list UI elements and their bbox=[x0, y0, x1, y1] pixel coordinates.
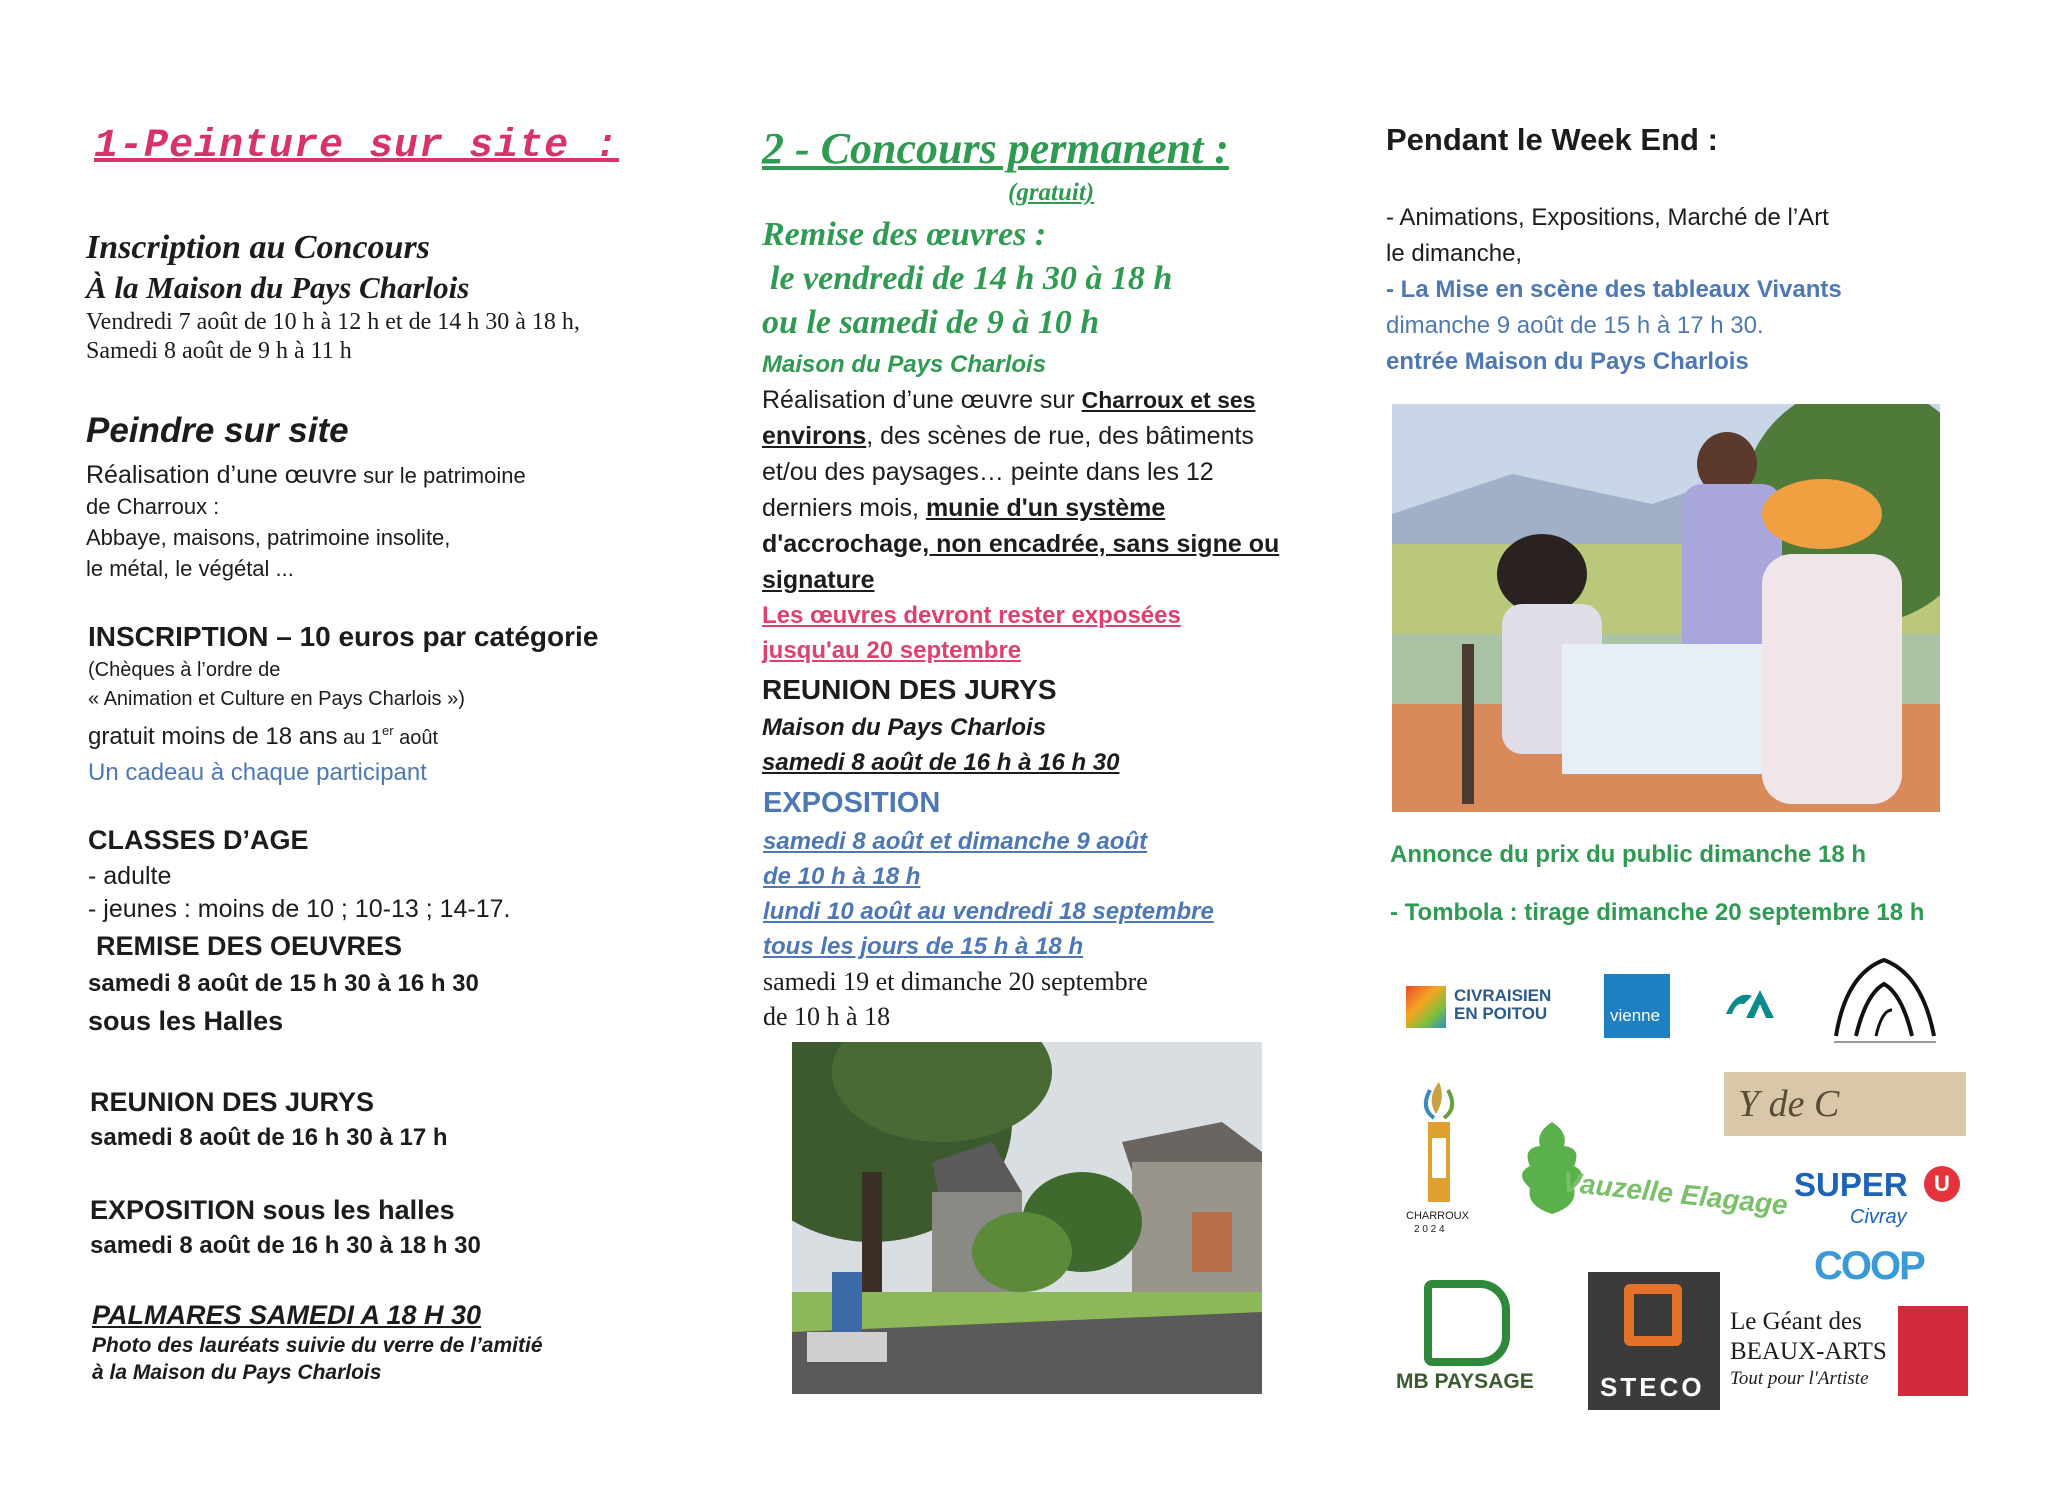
civraisien-mark-icon bbox=[1406, 986, 1446, 1028]
expo-line: lundi 10 août au vendredi 18 septembre bbox=[763, 898, 1214, 925]
steco-mark-icon bbox=[1624, 1284, 1682, 1346]
realisation-text: munie d'un système bbox=[925, 494, 1166, 522]
association-logo bbox=[1826, 954, 1944, 1050]
inscription-place: À la Maison du Pays Charlois bbox=[86, 270, 470, 305]
column-peinture-sur-site bbox=[94, 124, 619, 169]
credit-agricole-icon bbox=[1722, 984, 1778, 1024]
classes-title: CLASSES D’AGE bbox=[88, 825, 309, 855]
super-u-icon bbox=[1924, 1166, 1960, 1202]
mb-monogram-icon bbox=[1424, 1280, 1510, 1366]
ydec-text: Y de C bbox=[1738, 1083, 1840, 1125]
geant-mark-icon bbox=[1898, 1306, 1968, 1396]
animations-block bbox=[1386, 200, 1842, 380]
jurys-title: REUNION DES JURYS bbox=[762, 674, 1057, 705]
jurys-permanent-block bbox=[762, 670, 1120, 780]
remise-line: ou le samedi de 9 à 10 h bbox=[762, 304, 1100, 341]
mise-en-scene-line: dimanche 9 août de 15 h à 17 h 30. bbox=[1386, 312, 1764, 339]
section-title-peinture: 1-Peinture sur site : bbox=[94, 124, 620, 169]
realisation-text: derniers mois, bbox=[762, 494, 926, 522]
realisation-line bbox=[762, 418, 1279, 454]
steco-logo bbox=[1588, 1272, 1720, 1410]
vauzelle-text: Vauzelle Elagage bbox=[1561, 1166, 1790, 1221]
inscription-line: Vendredi 7 août de 10 h à 12 h et de 14 h 30 à 18 h, bbox=[86, 309, 580, 335]
section-title-concours: 2 - Concours permanent : bbox=[762, 124, 1229, 173]
vienne-text: vienne bbox=[1610, 1006, 1661, 1025]
realisation-text: Réalisation d’une œuvre sur bbox=[762, 386, 1082, 414]
jurys-date: samedi 8 août de 16 h à 16 h 30 bbox=[762, 749, 1120, 776]
expo-line: de 10 h à 18 bbox=[763, 1002, 891, 1031]
civraisien-logo bbox=[1406, 986, 1562, 1030]
palmares-block bbox=[92, 1298, 543, 1386]
super-u-letter: U bbox=[1934, 1171, 1950, 1196]
realisation-line bbox=[762, 526, 1279, 562]
gratuit-text: août bbox=[393, 727, 439, 749]
remise-line: samedi 8 août de 15 h 30 à 16 h 30 bbox=[88, 970, 479, 997]
expo-title: EXPOSITION sous les halles bbox=[90, 1195, 455, 1225]
charroux-2024-logo bbox=[1406, 1078, 1472, 1238]
classes-block bbox=[88, 820, 510, 1040]
coop-text: COOP bbox=[1814, 1244, 1924, 1288]
civray-text: Civray bbox=[1850, 1206, 1907, 1228]
column-week-end bbox=[1386, 118, 1718, 162]
remise-title: REMISE DES OEUVRES bbox=[96, 931, 403, 961]
tombola-line: - Tombola : tirage dimanche 20 septembre 18 h bbox=[1390, 899, 1925, 926]
geant-beaux-arts-logo bbox=[1728, 1306, 1968, 1400]
village-photo bbox=[792, 1042, 1262, 1394]
super-u-logo bbox=[1794, 1166, 1964, 1236]
cadeau-line: Un cadeau à chaque participant bbox=[88, 759, 427, 786]
rester-line: Les œuvres devront rester exposées bbox=[762, 602, 1181, 629]
remise-line: Remise des œuvres : bbox=[762, 216, 1047, 253]
civraisien-text: CIVRAISIEN bbox=[1454, 986, 1552, 1005]
classes-line: - jeunes : moins de 10 ; 10-13 ; 14-17. bbox=[88, 895, 511, 923]
geant-text: BEAUX-ARTS bbox=[1730, 1338, 1887, 1365]
mb-paysage-text: MB PAYSAGE bbox=[1396, 1370, 1534, 1393]
torch-icon bbox=[1406, 1078, 1472, 1208]
remise-oeuvres-block bbox=[762, 213, 1172, 345]
jurys-line: samedi 8 août de 16 h 30 à 17 h bbox=[90, 1124, 448, 1151]
realisation-line: signature bbox=[762, 566, 875, 594]
jurys-place: Maison du Pays Charlois bbox=[762, 714, 1047, 741]
gratuit-line bbox=[88, 714, 598, 755]
realisation-line: et/ou des paysages… peinte dans les 12 bbox=[762, 458, 1214, 486]
vienne-logo bbox=[1604, 974, 1670, 1038]
realisation-text: Charroux et ses bbox=[1081, 387, 1256, 413]
palmares-line: Photo des lauréats suivie du verre de l’amitié bbox=[92, 1334, 543, 1357]
animations-line: - Animations, Expositions, Marché de l’Art bbox=[1386, 204, 1829, 231]
charroux-text: CHARROUX bbox=[1406, 1210, 1469, 1222]
expo-line: samedi 19 et dimanche 20 septembre bbox=[763, 967, 1148, 996]
gratuit-sup: er bbox=[381, 723, 394, 738]
remise-line: le vendredi de 14 h 30 à 18 h bbox=[770, 260, 1173, 297]
expo-line: tous les jours de 15 h à 18 h bbox=[763, 933, 1084, 960]
civraisien-text: EN POITOU bbox=[1454, 1004, 1548, 1023]
inscription-fee-title: INSCRIPTION – 10 euros par catégorie bbox=[88, 621, 599, 652]
painting-illustration bbox=[1392, 404, 1940, 812]
realisation-block bbox=[762, 348, 1279, 668]
jurys-title: REUNION DES JURYS bbox=[90, 1087, 375, 1117]
inscription-title: Inscription au Concours bbox=[86, 229, 430, 266]
realisation-text: environs bbox=[762, 422, 867, 450]
peindre-line: de Charroux : bbox=[86, 494, 220, 519]
cheques-line: « Animation et Culture en Pays Charlois ») bbox=[88, 688, 465, 710]
jurys-block bbox=[90, 1082, 448, 1154]
annonce-line: Annonce du prix du public dimanche 18 h bbox=[1390, 841, 1867, 868]
gratuit-note: (gratuit) bbox=[1008, 179, 1095, 206]
super-text: SUPER bbox=[1794, 1166, 1908, 1203]
expo-title: EXPOSITION bbox=[763, 787, 941, 819]
steco-text: STECO bbox=[1600, 1372, 1705, 1402]
cheques-line: (Chèques à l’ordre de bbox=[88, 659, 281, 681]
inscription-block bbox=[86, 228, 580, 366]
charroux-year: 2 0 2 4 bbox=[1414, 1224, 1445, 1235]
inscription-line: Samedi 8 août de 9 h à 11 h bbox=[86, 338, 352, 364]
column-concours-permanent bbox=[762, 122, 1229, 176]
peindre-line bbox=[86, 460, 526, 491]
peindre-block bbox=[86, 408, 526, 584]
mb-paysage-logo bbox=[1396, 1276, 1546, 1408]
geant-text: Le Géant des bbox=[1730, 1308, 1862, 1335]
palmares-title: PALMARES SAMEDI A 18 H 30 bbox=[92, 1300, 482, 1330]
inscription-fee-block bbox=[88, 618, 598, 791]
realisation-text: , des scènes de rue, des bâtiments bbox=[866, 422, 1254, 450]
vauzelle-elagage-logo bbox=[1512, 1118, 1790, 1228]
rester-line: jusqu'au 20 septembre bbox=[762, 637, 1022, 664]
expo-permanent-block bbox=[763, 782, 1214, 1034]
expo-line: samedi 8 août et dimanche 9 août bbox=[763, 828, 1148, 855]
geant-text: Tout pour l'Artiste bbox=[1730, 1368, 1869, 1389]
village-photo-illustration bbox=[792, 1042, 1262, 1394]
mise-en-scene-line: entrée Maison du Pays Charlois bbox=[1386, 348, 1749, 375]
peindre-text: Réalisation d’une œuvre bbox=[86, 461, 357, 489]
palmares-line: à la Maison du Pays Charlois bbox=[92, 1361, 382, 1384]
expo-line: samedi 8 août de 16 h 30 à 18 h 30 bbox=[90, 1232, 481, 1259]
peindre-title: Peindre sur site bbox=[86, 411, 349, 450]
remise-line: sous les Halles bbox=[88, 1006, 284, 1036]
association-mark-icon bbox=[1826, 954, 1944, 1050]
mise-en-scene-line: - La Mise en scène des tableaux Vivants bbox=[1386, 276, 1842, 303]
classes-line: - adulte bbox=[88, 862, 172, 890]
coop-logo bbox=[1814, 1244, 1944, 1294]
expo-block bbox=[90, 1190, 481, 1262]
credit-agricole-mark bbox=[1722, 984, 1778, 1024]
peindre-line: Abbaye, maisons, patrimoine insolite, bbox=[86, 525, 451, 550]
realisation-line bbox=[762, 490, 1279, 526]
peindre-line: le métal, le végétal ... bbox=[86, 556, 294, 581]
gratuit-text: gratuit moins de 18 ans bbox=[88, 723, 338, 750]
realisation-text: d'accrochage bbox=[762, 530, 923, 558]
maison-label: Maison du Pays Charlois bbox=[762, 351, 1047, 378]
painting-image bbox=[1392, 404, 1940, 812]
realisation-text: , non encadrée, sans signe ou bbox=[922, 530, 1280, 558]
gratuit-text: au 1 bbox=[337, 727, 382, 749]
peindre-text: sur le patrimoine bbox=[356, 463, 526, 488]
expo-line: de 10 h à 18 h bbox=[763, 863, 921, 890]
animations-line: le dimanche, bbox=[1386, 240, 1523, 267]
realisation-line bbox=[762, 382, 1279, 418]
section-title-week-end: Pendant le Week End : bbox=[1386, 122, 1718, 157]
